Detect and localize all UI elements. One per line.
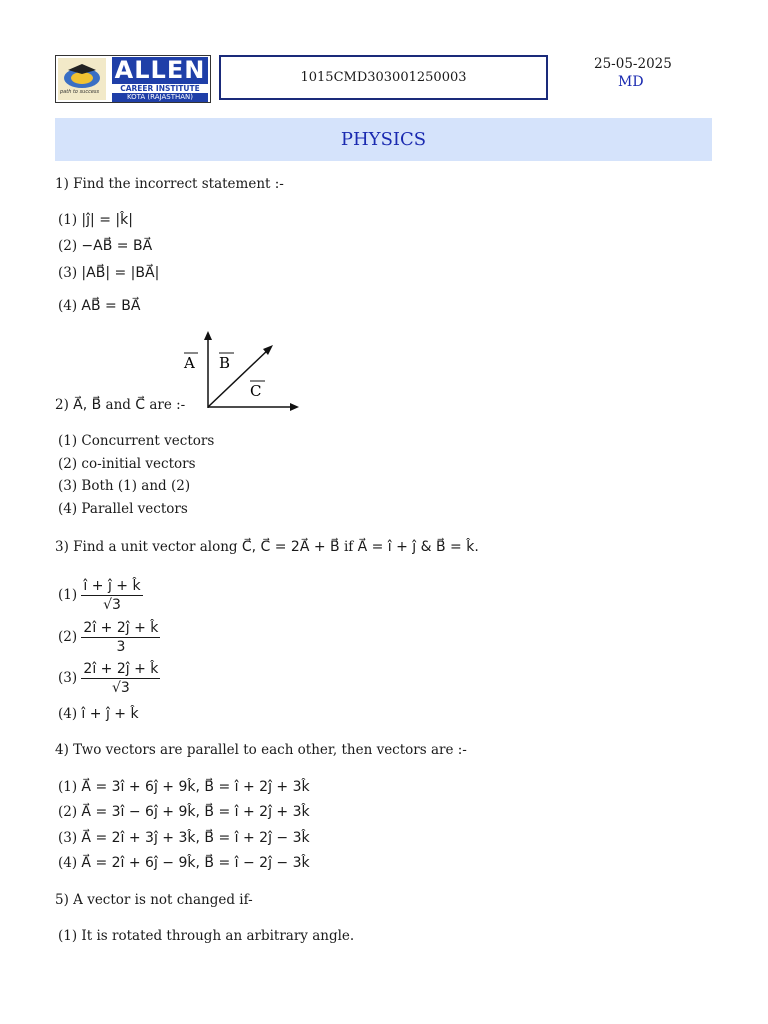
stem-math: C⃗, C⃗ = 2A⃗ + B⃗ (241, 539, 340, 555)
q1-option-1[interactable] (58, 212, 133, 228)
vector-figure (178, 328, 303, 414)
option-number: (2) (58, 804, 78, 820)
option-number: (2) (58, 456, 78, 472)
q1-option-2[interactable] (58, 238, 152, 254)
q3-option-4[interactable] (58, 706, 139, 722)
stem-prefix: 3) Find a unit vector along (55, 539, 238, 555)
q3-option-1[interactable] (58, 577, 143, 614)
label-c: C (250, 382, 262, 400)
option-math: î + ĵ + k̂ (81, 706, 139, 722)
stem-text: and (105, 397, 131, 413)
option-text: Parallel vectors (81, 501, 188, 517)
option-math: |AB⃗| = |BA⃗| (81, 265, 160, 281)
logo-subtitle: CAREER INSTITUTE (120, 84, 200, 93)
fraction (81, 619, 160, 656)
q3-option-3[interactable] (58, 660, 160, 697)
option-math: A⃗ = 3î − 6ĵ + 9k̂, B⃗ = î + 2ĵ + 3k̂ (81, 804, 310, 820)
logo-wordmark: ALLEN (112, 57, 208, 84)
q2-option-3[interactable] (58, 478, 190, 494)
option-number: (3) (58, 830, 78, 846)
stream-label: MD (618, 74, 644, 90)
q4-option-4[interactable] (58, 855, 310, 871)
label-a: A (184, 354, 195, 372)
option-math: A⃗ = 2î + 6ĵ − 9k̂, B⃗ = î − 2ĵ − 3k̂ (81, 855, 310, 871)
stem-math: A⃗ = î + ĵ & B⃗ = k̂. (357, 539, 479, 555)
option-number: (4) (58, 855, 78, 871)
option-number: (4) (58, 501, 78, 517)
option-number: (1) (58, 587, 78, 603)
question-5-stem: 5) A vector is not changed if- (55, 892, 253, 908)
option-number: (2) (58, 238, 78, 254)
option-text: Both (1) and (2) (81, 478, 191, 494)
q3-option-2[interactable] (58, 619, 160, 656)
option-text: co-initial vectors (81, 456, 196, 472)
option-number: (2) (58, 629, 78, 645)
stem-text: if (343, 539, 354, 555)
option-math: A⃗ = 2î + 3ĵ + 3k̂, B⃗ = î + 2ĵ − 3k̂ (81, 830, 310, 846)
denominator: 3 (116, 639, 126, 655)
numerator: 2î + 2ĵ + k̂ (83, 620, 159, 636)
option-number: (1) (58, 212, 78, 228)
allen-logo (55, 55, 211, 103)
option-number: (4) (58, 298, 78, 314)
q1-option-3[interactable] (58, 265, 159, 281)
denominator: √3 (111, 680, 130, 696)
denominator: √3 (103, 597, 121, 613)
arrow-head (290, 403, 299, 411)
question-4-stem: 4) Two vectors are parallel to each other, then vectors are :- (55, 742, 467, 758)
q2-option-4[interactable] (58, 501, 188, 517)
stem-math: C⃗ (135, 397, 146, 413)
option-math: |ĵ| = |k̂| (81, 212, 133, 228)
option-text: Concurrent vectors (81, 433, 215, 449)
question-1-stem: 1) Find the incorrect statement :- (55, 176, 284, 192)
stem-text: are :- (149, 397, 186, 413)
q4-option-2[interactable] (58, 804, 310, 820)
logo-tagline: path to success (60, 89, 100, 95)
label-b: B (219, 354, 231, 372)
option-number: (1) (58, 928, 78, 944)
option-math: −AB⃗ = BA⃗ (81, 238, 153, 254)
logo-location: KOTA (RAJASTHAN) (112, 93, 208, 102)
stem-math: A⃗, B⃗ (73, 397, 102, 413)
option-number: (3) (58, 478, 78, 494)
option-math: A⃗ = 3î + 6ĵ + 9k̂, B⃗ = î + 2ĵ + 3k̂ (81, 779, 310, 795)
q1-option-4[interactable] (58, 298, 140, 314)
exam-date: 25-05-2025 (594, 56, 672, 72)
fraction (81, 577, 142, 614)
stem-prefix: 2) (55, 397, 69, 413)
option-math: AB⃗ = BA⃗ (81, 298, 141, 314)
question-3-stem (55, 539, 479, 555)
paper-code: 1015CMD303001250003 (219, 55, 548, 100)
subject-banner: PHYSICS (55, 118, 712, 161)
option-number: (3) (58, 265, 78, 281)
option-text: It is rotated through an arbitrary angle. (81, 928, 355, 944)
option-number: (1) (58, 779, 78, 795)
q5-option-1[interactable] (58, 928, 354, 944)
fraction (81, 660, 160, 697)
q2-option-2[interactable] (58, 456, 196, 472)
option-number: (4) (58, 706, 78, 722)
arrow-head (204, 331, 212, 340)
option-number: (1) (58, 433, 78, 449)
q4-option-1[interactable] (58, 779, 310, 795)
q4-option-3[interactable] (58, 830, 310, 846)
q2-option-1[interactable] (58, 433, 214, 449)
numerator: 2î + 2ĵ + k̂ (83, 661, 159, 677)
question-2-stem (55, 397, 185, 413)
numerator: î + ĵ + k̂ (83, 578, 141, 594)
option-number: (3) (58, 670, 78, 686)
